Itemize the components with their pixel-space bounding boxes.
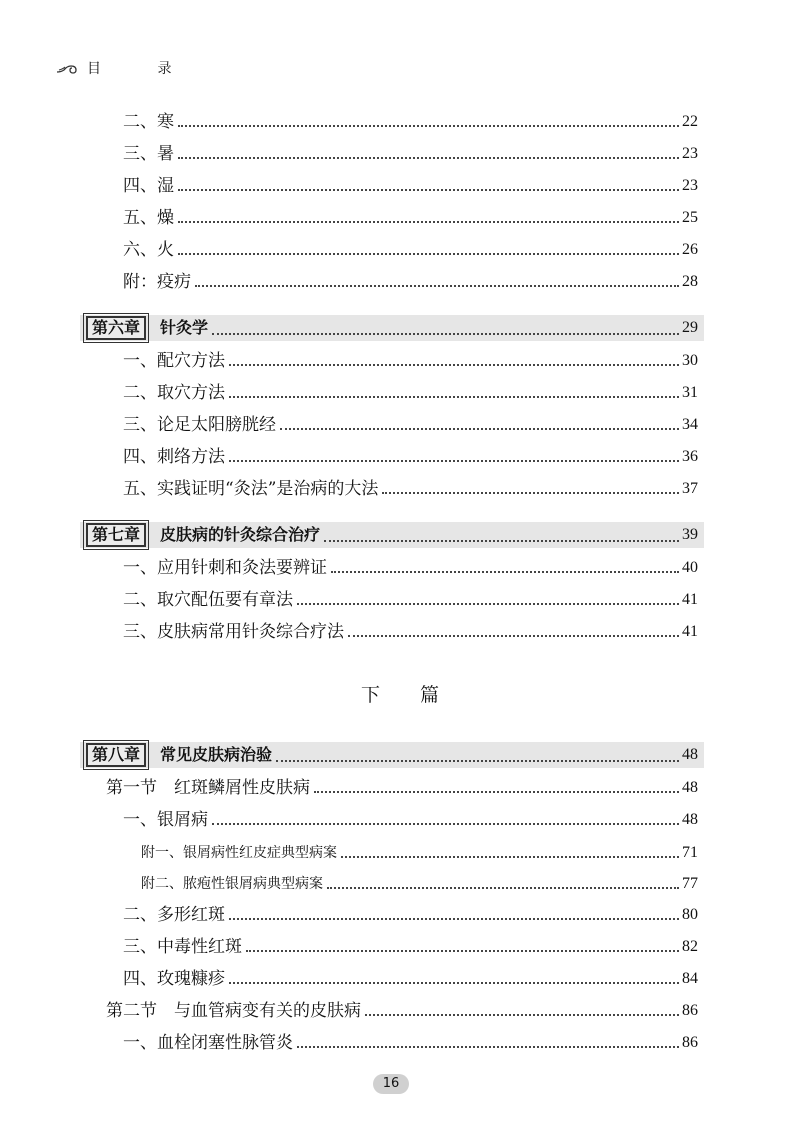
chapter-page: 48 bbox=[682, 746, 698, 763]
toc-entry-title: 三、暑 bbox=[123, 144, 174, 164]
dot-leader bbox=[246, 950, 679, 952]
toc-entry-page: 40 bbox=[682, 559, 698, 576]
toc-entry[interactable] bbox=[123, 141, 698, 167]
toc-section[interactable] bbox=[106, 775, 698, 801]
toc-entry[interactable] bbox=[123, 173, 698, 199]
toc-section[interactable] bbox=[106, 998, 698, 1024]
toc-entry-title: 第一节 红斑鳞屑性皮肤病 bbox=[106, 778, 310, 798]
dot-leader bbox=[212, 333, 679, 335]
dot-leader bbox=[280, 428, 679, 430]
dot-leader bbox=[327, 887, 679, 889]
chapter-label: 第八章 bbox=[86, 743, 146, 767]
chapter-title: 常见皮肤病治验 bbox=[160, 745, 273, 764]
toc-entry-title: 二、寒 bbox=[123, 112, 174, 132]
toc-entry-title: 附：疫疠 bbox=[123, 272, 191, 292]
toc-entry-title: 二、多形红斑 bbox=[123, 905, 225, 925]
toc-entry-page: 41 bbox=[682, 591, 698, 608]
toc-entry[interactable] bbox=[123, 934, 698, 960]
toc-entry-page: 86 bbox=[682, 1002, 698, 1019]
toc-chapter-7[interactable] bbox=[80, 522, 704, 548]
toc-chapter-6[interactable] bbox=[80, 315, 704, 341]
dot-leader bbox=[365, 1014, 679, 1016]
toc-entry-page: 25 bbox=[682, 209, 698, 226]
dot-leader bbox=[178, 125, 679, 127]
toc-entry[interactable] bbox=[123, 269, 698, 295]
toc-entry-page: 31 bbox=[682, 384, 698, 401]
toc-entry-title: 一、银屑病 bbox=[123, 810, 208, 830]
toc-entry-title: 附一、银屑病性红皮症典型病案 bbox=[141, 845, 337, 861]
toc-entry[interactable] bbox=[123, 902, 698, 928]
toc-entry-page: 82 bbox=[682, 938, 698, 955]
toc-entry[interactable] bbox=[123, 109, 698, 135]
dot-leader bbox=[324, 540, 679, 542]
chapter-page: 29 bbox=[682, 319, 698, 336]
toc-entry-title: 四、刺络方法 bbox=[123, 447, 225, 467]
toc-entry-page: 86 bbox=[682, 1034, 698, 1051]
toc-entry[interactable] bbox=[123, 587, 698, 613]
dot-leader bbox=[212, 823, 679, 825]
toc-entry-title: 六、火 bbox=[123, 240, 174, 260]
dot-leader bbox=[195, 285, 679, 287]
toc-entry-title: 附二、脓疱性银屑病典型病案 bbox=[141, 876, 323, 892]
toc-entry[interactable] bbox=[123, 412, 698, 438]
toc-entry[interactable] bbox=[123, 476, 698, 502]
toc-chapter-8[interactable] bbox=[80, 742, 704, 768]
dot-leader bbox=[229, 982, 679, 984]
toc-entry-page: 37 bbox=[682, 480, 698, 497]
toc-entry[interactable] bbox=[123, 619, 698, 645]
header-title: 目 录 bbox=[87, 61, 198, 77]
toc-entry-page: 77 bbox=[682, 875, 698, 892]
dot-leader bbox=[178, 157, 679, 159]
toc-entry-page: 26 bbox=[682, 241, 698, 258]
chapter-label: 第七章 bbox=[86, 523, 146, 547]
toc-entry[interactable] bbox=[123, 1030, 698, 1056]
toc-entry[interactable] bbox=[123, 555, 698, 581]
dot-leader bbox=[178, 221, 679, 223]
toc-subentry[interactable] bbox=[141, 871, 698, 897]
toc-entry-title: 五、燥 bbox=[123, 208, 174, 228]
chapter-label: 第六章 bbox=[86, 316, 146, 340]
toc-entry-title: 五、实践证明“灸法”是治病的大法 bbox=[123, 479, 379, 499]
toc-entry-page: 48 bbox=[682, 811, 698, 828]
toc-entry-title: 四、玫瑰糠疹 bbox=[123, 969, 225, 989]
toc-subentry[interactable] bbox=[141, 840, 698, 866]
dot-leader bbox=[276, 760, 679, 762]
toc-entry-title: 一、应用针刺和灸法要辨证 bbox=[123, 558, 327, 578]
toc-entry-title: 一、配穴方法 bbox=[123, 351, 225, 371]
toc-entry-page: 23 bbox=[682, 145, 698, 162]
toc-entry-title: 一、血栓闭塞性脉管炎 bbox=[123, 1033, 293, 1053]
toc-entry-page: 22 bbox=[682, 113, 698, 130]
dot-leader bbox=[178, 189, 679, 191]
dot-leader bbox=[229, 918, 679, 920]
toc-entry-page: 34 bbox=[682, 416, 698, 433]
dot-leader bbox=[382, 492, 679, 494]
chapter-title: 针灸学 bbox=[160, 318, 209, 337]
toc-entry[interactable] bbox=[123, 205, 698, 231]
toc-entry-page: 41 bbox=[682, 623, 698, 640]
dot-leader bbox=[229, 460, 679, 462]
toc-entry-title: 三、皮肤病常用针灸综合疗法 bbox=[123, 622, 344, 642]
dot-leader bbox=[229, 364, 679, 366]
toc-entry-page: 30 bbox=[682, 352, 698, 369]
dot-leader bbox=[331, 571, 679, 573]
chapter-title: 皮肤病的针灸综合治疗 bbox=[160, 525, 321, 544]
toc-entry[interactable] bbox=[123, 444, 698, 470]
toc-entry-title: 二、取穴配伍要有章法 bbox=[123, 590, 293, 610]
dot-leader bbox=[297, 603, 679, 605]
toc-entry-page: 28 bbox=[682, 273, 698, 290]
toc-entry-title: 二、取穴方法 bbox=[123, 383, 225, 403]
dot-leader bbox=[341, 856, 679, 858]
toc-entry[interactable] bbox=[123, 807, 698, 833]
toc-entry-page: 84 bbox=[682, 970, 698, 987]
toc-entry-page: 80 bbox=[682, 906, 698, 923]
toc-entry-page: 23 bbox=[682, 177, 698, 194]
page-number-badge: 16 bbox=[373, 1074, 409, 1094]
toc-entry[interactable] bbox=[123, 966, 698, 992]
part-heading: 下篇 bbox=[360, 684, 479, 706]
toc-entry[interactable] bbox=[123, 380, 698, 406]
toc-entry-page: 36 bbox=[682, 448, 698, 465]
dot-leader bbox=[229, 396, 679, 398]
toc-entry-title: 三、中毒性红斑 bbox=[123, 937, 242, 957]
toc-entry-page: 71 bbox=[682, 844, 698, 861]
toc-entry[interactable] bbox=[123, 237, 698, 263]
dot-leader bbox=[178, 253, 679, 255]
toc-entry-title: 四、湿 bbox=[123, 176, 174, 196]
dot-leader bbox=[297, 1046, 679, 1048]
dot-leader bbox=[348, 635, 679, 637]
toc-entry[interactable] bbox=[123, 348, 698, 374]
toc-entry-title: 三、论足太阳膀胱经 bbox=[123, 415, 276, 435]
chapter-page: 39 bbox=[682, 526, 698, 543]
toc-entry-title: 第二节 与血管病变有关的皮肤病 bbox=[106, 1001, 361, 1021]
dot-leader bbox=[314, 791, 679, 793]
toc-entry-page: 48 bbox=[682, 779, 698, 796]
